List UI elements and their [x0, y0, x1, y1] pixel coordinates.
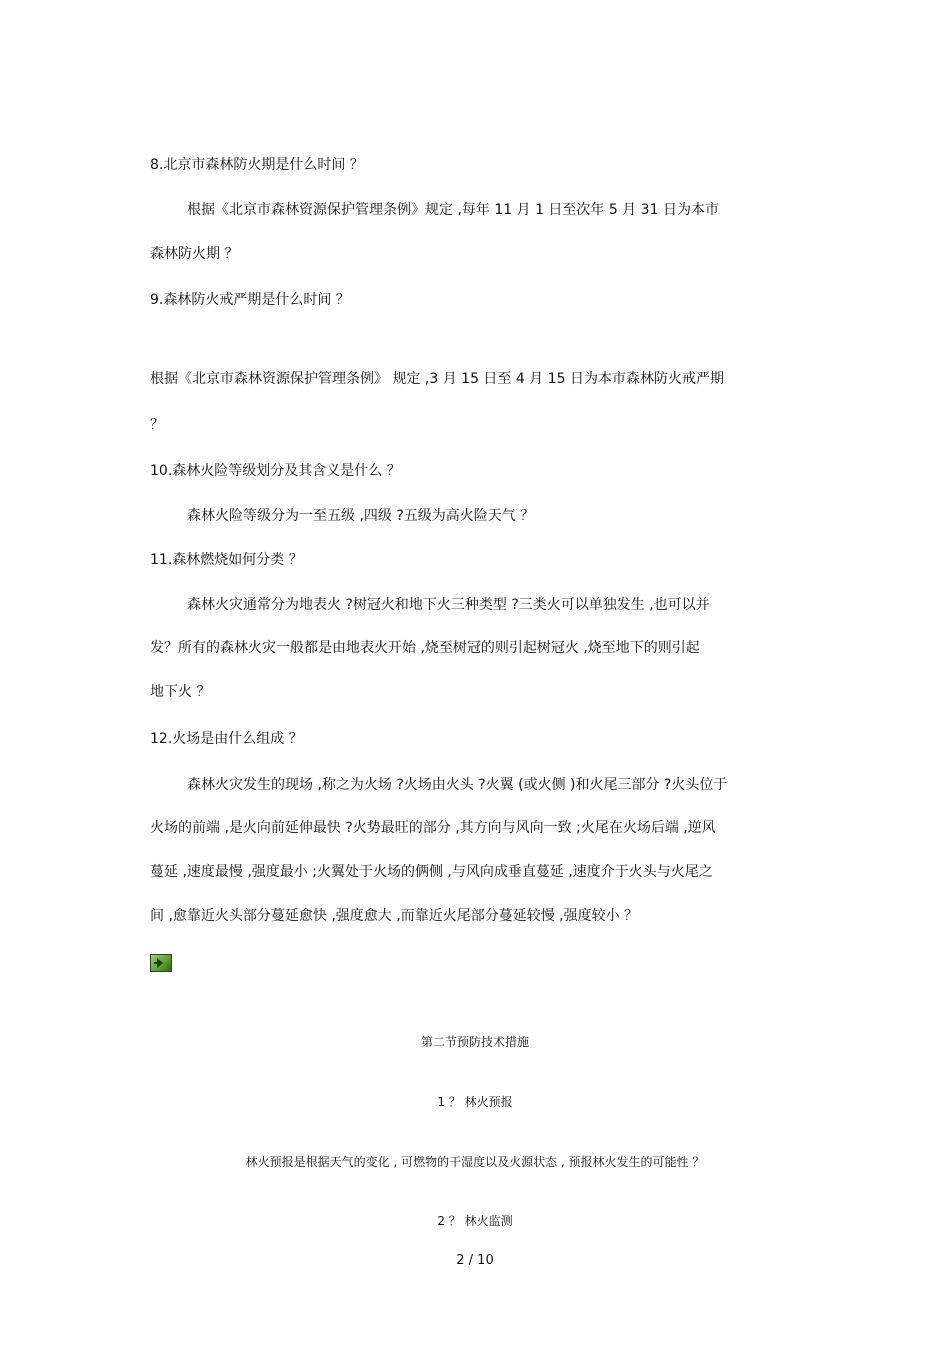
q8-answer-line-1: 根据《北京市森林资源保护管理条例》规定 ,每年 11 月 1 日至次年 5 月 31 日为本市	[187, 202, 719, 218]
section-item-1-text: 林火预报是根据天气的变化 , 可燃物的干湿度以及火源状态 , 预报林火发生的可能性 ？	[245, 1155, 705, 1169]
q10-title: 10.森林火险等级划分及其含义是什么 ？	[150, 463, 401, 479]
q8-title: 8.北京市森林防火期是什么时间 ？	[150, 157, 364, 173]
page-number: 2 / 10	[456, 1253, 494, 1268]
q9-answer-line-1: 根据《北京市森林资源保护管理条例》 规定 ,3 月 15 日至 4 月 15 日为本市森林防火戒严期	[150, 371, 724, 387]
q11-answer-line-3: 地下火 ？	[150, 684, 211, 700]
section-title: 第二节预防技术措施	[420, 1035, 529, 1049]
q11-answer-line-2: 发？所有的森林火灾一般都是由地表火开始 ,烧至树冠的则引起树冠火 ,烧至地下的则引起	[150, 640, 700, 656]
q9-title: 9.森林防火戒严期是什么时间 ？	[150, 292, 350, 308]
q12-answer-line-3: 蔓延 ,速度最慢 ,强度最小 ;火翼处于火场的俩侧 ,与风向成垂直蔓延 ,速度介于火头与火尾之	[150, 864, 713, 880]
q10-answer-line-1: 森林火险等级分为一至五级 ,四级 ?五级为高火险天气 ？	[187, 508, 535, 524]
section-item-1-heading: 1 ？ 林火预报	[437, 1095, 513, 1109]
q12-title: 12.火场是由什么组成 ？	[150, 731, 303, 747]
q12-answer-line-1: 森林火灾发生的现场 ,称之为火场 ?火场由火头 ?火翼 (或火侧 )和火尾三部分 ?火头位于	[187, 777, 728, 793]
section-item-2-heading: 2 ？ 林火监测	[437, 1214, 513, 1228]
q11-answer-line-1: 森林火灾通常分为地表火 ?树冠火和地下火三种类型 ?三类火可以单独发生 ,也可以并	[187, 597, 710, 613]
q8-answer-line-2: 森林防火期 ？	[150, 246, 239, 262]
q12-answer-line-4: 间 ,愈靠近火头部分蔓延愈快 ,强度愈大 ,而靠近火尾部分蔓延较慢 ,强度较小 ？	[150, 908, 639, 924]
q9-answer-line-2: ？	[150, 417, 164, 433]
q12-answer-line-2: 火场的前端 ,是火向前延伸最快 ?火势最旺的部分 ,其方向与风向一致 ;火尾在火场后端 ,逆风	[150, 820, 716, 836]
arrow-icon	[151, 955, 171, 971]
embedded-object-icon[interactable]	[150, 954, 172, 972]
q11-title: 11.森林燃烧如何分类 ？	[150, 552, 303, 568]
